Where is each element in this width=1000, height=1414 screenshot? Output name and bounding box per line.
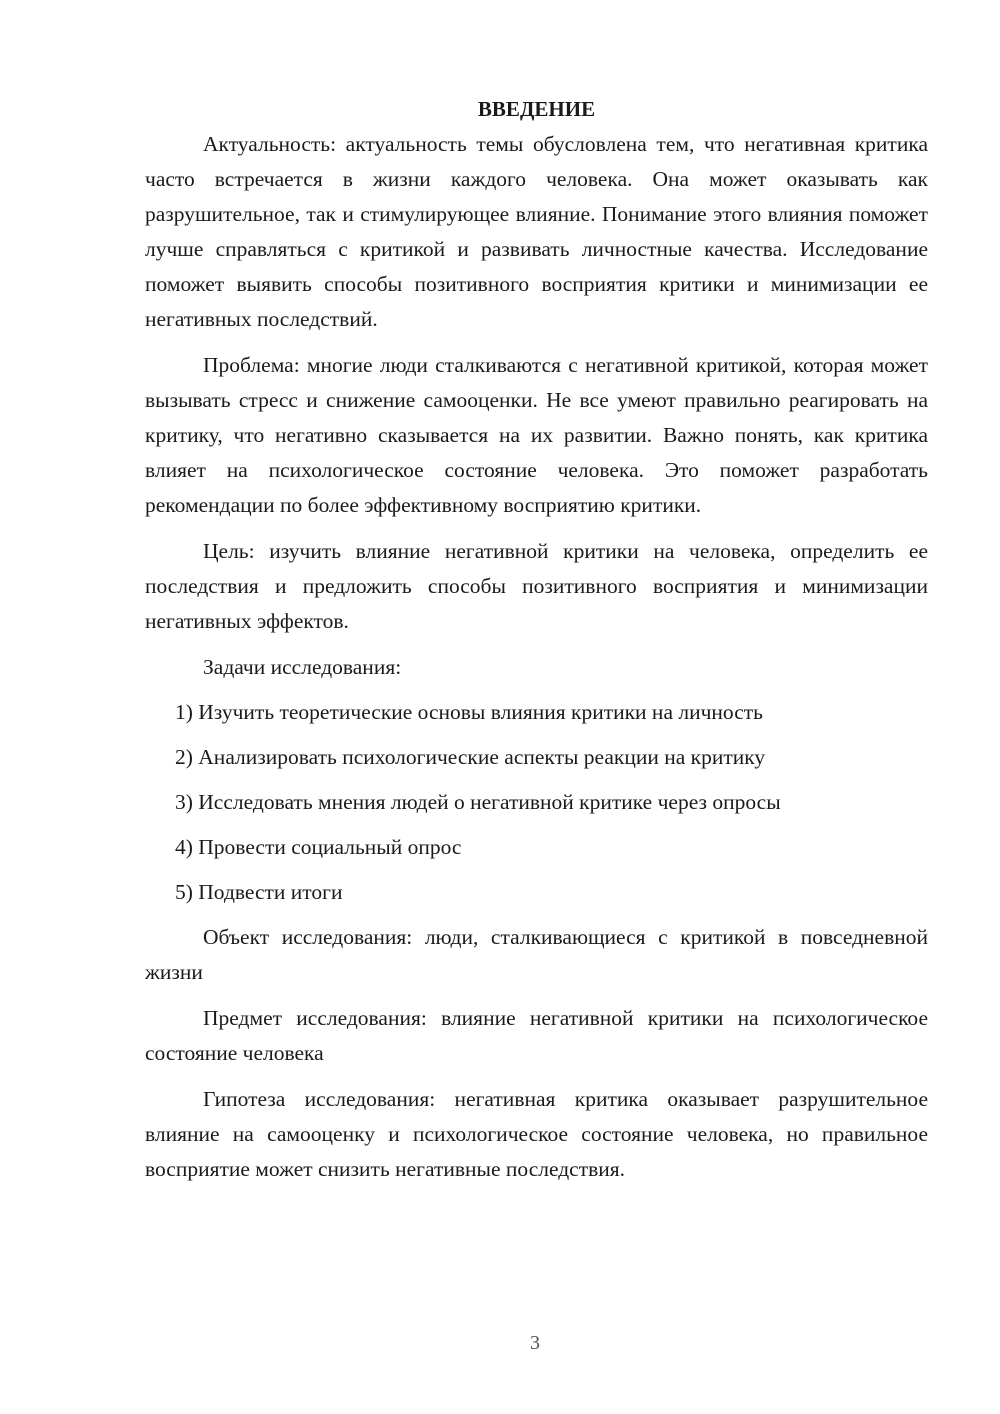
section-title: ВВЕДЕНИЕ [477, 97, 596, 121]
document-page [145, 92, 928, 1187]
page-number: 3 [530, 1332, 540, 1354]
relevance-paragraph: Актуальность: актуальность темы обусловлена тем, что негативная критика часто встречается в жизни каждого человека. Она может оказывать как разрушительное, так и стимулирующее влияние. Понимание этого влияния поможет лучше справляться с критикой и развивать личностные качества. Исследование поможет выявить способы позитивного восприятия критики и минимизации ее негативных последствий. [145, 132, 928, 331]
task-item-2: 2) Анализировать психологические аспекты реакции на критику [175, 745, 766, 769]
goal-paragraph: Цель: изучить влияние негативной критики на человека, определить ее последствия и предложить способы позитивного восприятия и минимизации негативных эффектов. [145, 539, 928, 633]
problem-paragraph: Проблема: многие люди сталкиваются с негативной критикой, которая может вызывать стресс и снижение самооценки. Не все умеют правильно реагировать на критику, что негативно сказывается на их развитии. Важно понять, как критика влияет на психологическое состояние человека. Это поможет разработать рекомендации по более эффективному восприятию критики. [145, 353, 928, 517]
task-item-5: 5) Подвести итоги [175, 880, 343, 904]
hypothesis-paragraph: Гипотеза исследования: негативная критика оказывает разрушительное влияние на самооценку и психологическое состояние человека, но правильное восприятие может снизить негативные последствия. [145, 1087, 928, 1181]
object-paragraph: Объект исследования: люди, сталкивающиеся с критикой в повседневной жизни [145, 925, 928, 984]
task-item-3: 3) Исследовать мнения людей о негативной критике через опросы [175, 790, 781, 814]
subject-paragraph: Предмет исследования: влияние негативной критики на психологическое состояние человека [145, 1006, 928, 1065]
task-item-4: 4) Провести социальный опрос [175, 835, 462, 859]
task-item-1: 1) Изучить теоретические основы влияния критики на личность [175, 700, 763, 724]
tasks-heading: Задачи исследования: [203, 655, 402, 679]
